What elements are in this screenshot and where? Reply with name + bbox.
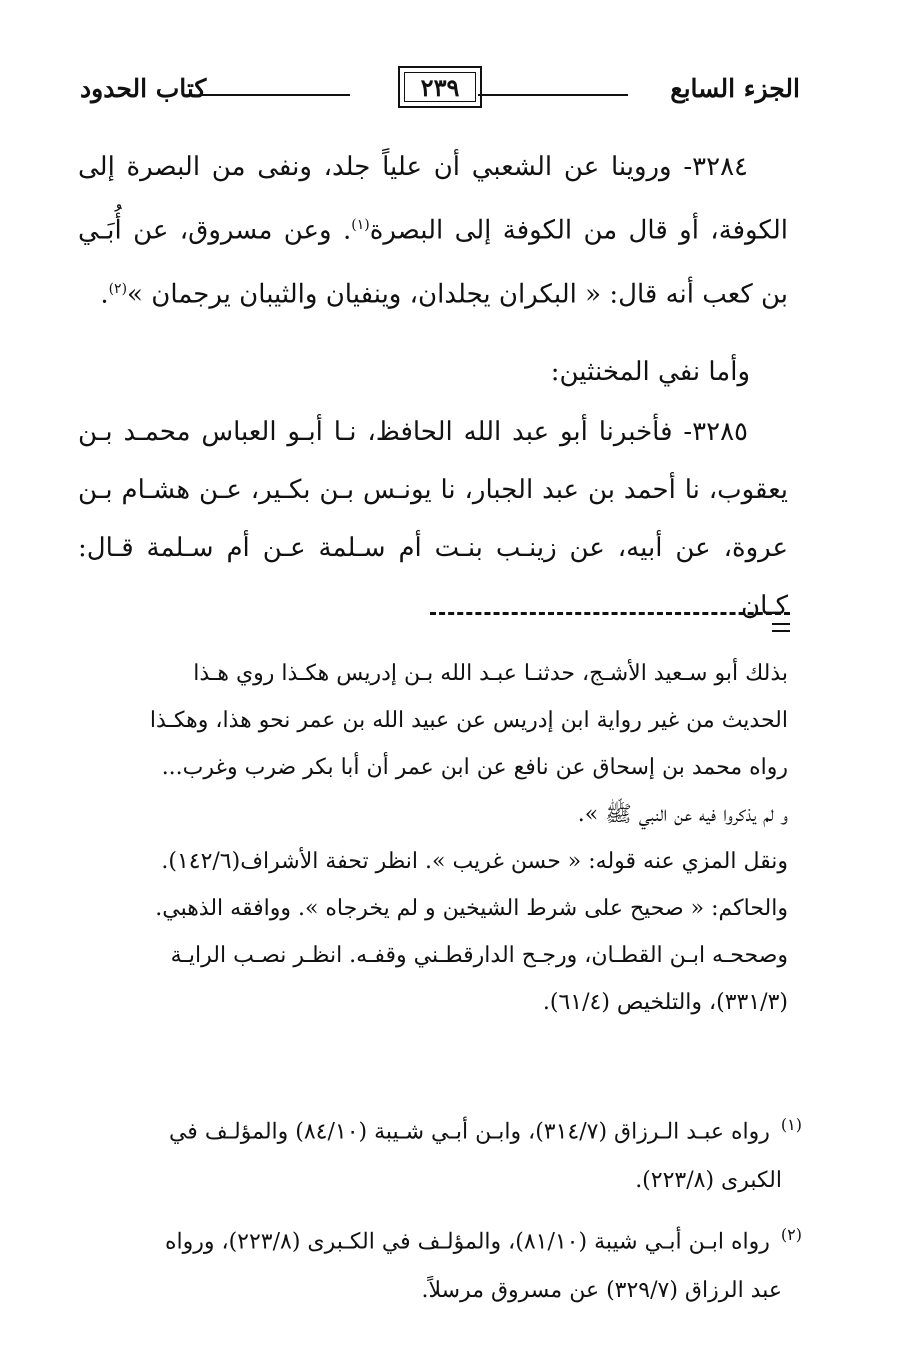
note-line: بذلك أبو سـعيد الأشـج، حدثنـا عبـد الله بـن إدريس هكـذا روي هـذا [193,661,788,686]
p3284-line3-end: . [100,279,109,310]
p3285-line2: يعقوب، نا أحمد بن عبد الجبار، نا يونـس بـن بكـير، عـن هشـام بـن [78,475,788,506]
p3285-line3: عروة، عن أبيه، عن زينـب بنـت أم سـلمة عـن أم سـلمة قـال: كـان [78,533,788,622]
note-line: وصححـه ابـن القطـان، ورجـح الدارقطـني وقفـه. انظـر نصـب الرايـة [170,943,788,968]
footnote-1-marker: (١) [780,1115,802,1134]
header-book-title: كتاب الحدود [80,74,207,103]
main-text [78,138,788,635]
note-line: والحاكم: « صحيح على شرط الشيخين و لم يخرجاه ». ووافقه الذهبي. [155,896,788,921]
p3284-line2b: . وعن مسروق، عن أُبَـي بن [78,215,788,310]
note-line: رواه محمد بن إسحاق عن نافع عن ابن عمر أن أبا بكر ضرب وغرب... [161,755,788,780]
footnote-ref-2: (٢) [108,280,128,297]
paragraph-3284 [78,138,788,323]
note-line: (٣٣١/٣)، والتلخيص (٦١/٤). [542,990,788,1015]
section-heading: وأما نفي المخنثين: [550,357,750,388]
p3284-line3: كعب أنه قال: « البكران يجلدان، وينفيان والثيبان يرجمان » [127,279,753,310]
dashed-rule [430,612,790,615]
footnote-separator [430,612,790,637]
footnote-1-text: رواه عبـد الـرزاق (٣١٤/٧)، وابـن أبـي شـيبة (٨٤/١٠) والمؤلـف في [168,1119,770,1145]
note-line: و لم يذكروا فيه عن النبي ﷺ ». [577,802,788,827]
footnote-2 [86,1210,802,1315]
paragraph-3285 [78,403,788,635]
footnote-1-line2: الكبرى (٢٢٣/٨). [635,1168,782,1194]
note-line: الحديث من غير رواية ابن إدريس عن عبيد الله بن عمر نحو هذا، وهكـذا [149,708,788,733]
footnote-ref-1: (١) [351,217,370,233]
p3284-line1: ٣٢٨٤- وروينا عن الشعبي أن علياً جلد، ونفى من البصرة إلى [78,152,748,182]
p3284-line2: الكوفة، أو قال من الكوفة إلى البصرة [369,215,788,246]
footnote-2-line2: عبد الرزاق (٣٢٩/٧) عن مسروق مرسلاً. [421,1278,782,1304]
footnote-1 [86,1100,802,1205]
footnote-2-text: رواه ابـن أبـي شيبة (٨١/١٠)، والمؤلـف في الكـبرى (٢٢٣/٨)، ورواه [164,1229,770,1255]
page-number: ٢٣٩ [420,72,460,102]
footnote-2-line1 [86,1210,802,1266]
running-header [80,62,800,118]
p3285-line1: ٣٢٨٥- فأخبرنا أبو عبد الله الحافظ، نـا أبـو العباس محمـد بـن [78,417,748,448]
continued-footnote [88,650,788,1026]
header-volume: الجزء السابع [670,74,800,103]
note-line: ونقل المزي عنه قوله: « حسن غريب ». انظر تحفة الأشراف(١٤٢/٦). [161,849,788,874]
footnote-2-marker: (٢) [780,1225,802,1244]
header-rule-right [478,94,628,96]
page-number-box [398,66,482,108]
continuation-mark [772,623,790,632]
footnote-1-line1 [86,1100,802,1156]
header-rule-left [200,94,350,96]
